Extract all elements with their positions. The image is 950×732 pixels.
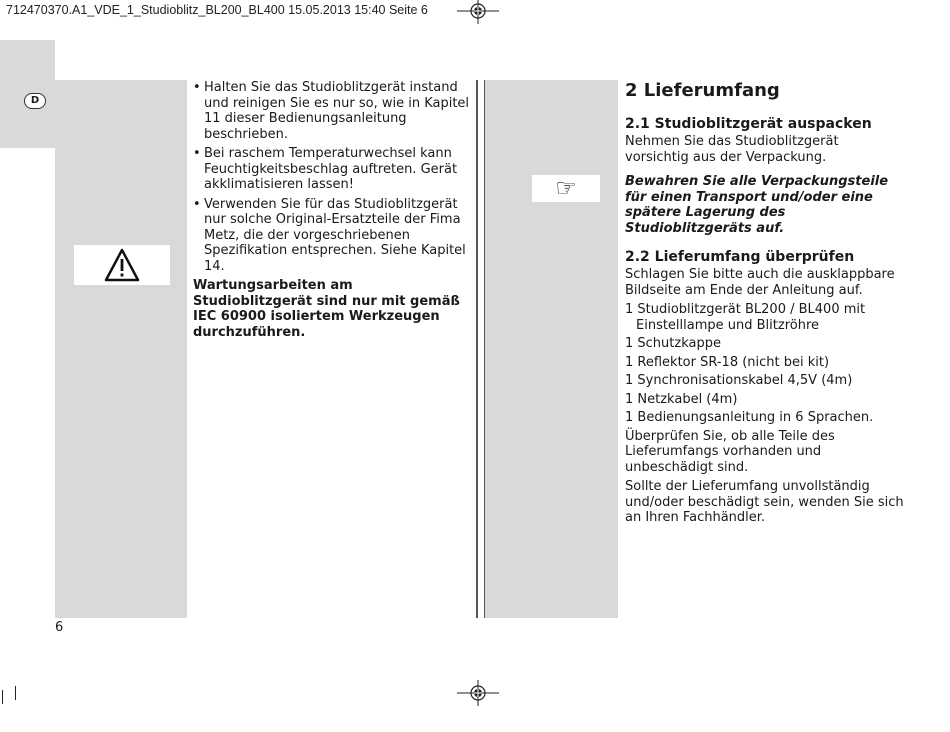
dealer-text: Sollte der Lieferumfang unvollständig und/oder beschädigt sein, wenden Sie sich an Ihren Fachhändler.	[625, 479, 904, 525]
maintenance-warning: Wartungsarbeiten am Studioblitzgerät sind nur mit gemäß IEC 60900 isoliertem Werkzeugen durchzuführen.	[193, 278, 460, 340]
unpack-text: Nehmen Sie das Studioblitzgerät vorsichtig aus der Verpackung.	[625, 134, 839, 165]
list-item: 1 Synchronisationskabel 4,5V (4m)	[625, 373, 853, 388]
column-divider	[484, 80, 485, 618]
warning-icon-box	[74, 245, 170, 285]
chapter-heading: 2 Lieferumfang	[625, 80, 780, 101]
print-slug-header: 712470370.A1_VDE_1_Studioblitz_BL200_BL400 15.05.2013 15:40 Seite 6	[6, 3, 428, 17]
list-item: 1 Reflektor SR-18 (nicht bei kit)	[625, 354, 830, 370]
safety-instructions	[193, 80, 473, 340]
crop-mark	[15, 686, 16, 700]
warning-triangle-icon	[74, 245, 170, 285]
list-item: 1 Studioblitzgerät BL200 / BL400 mit Einstelllampe und Blitzröhre	[625, 302, 866, 333]
list-item: 1 Schutzkappe	[625, 336, 721, 351]
delivery-scope-section	[625, 80, 905, 530]
left-icon-column	[55, 80, 187, 618]
language-badge: D	[24, 93, 46, 109]
page-number: 6	[55, 620, 64, 635]
bullet-item: • Bei raschem Temperaturwechsel kann Feuchtigkeitsbeschlag auftreten. Gerät akklimatisieren lassen!	[193, 146, 473, 193]
check-text: Überprüfen Sie, ob alle Teile des Lieferumfangs vorhanden und unbeschädigt sind.	[625, 428, 835, 475]
list-item: 1 Bedienungsanleitung in 6 Sprachen.	[625, 410, 874, 425]
registration-mark-icon	[457, 0, 499, 24]
pointing-hand-icon: ☞	[532, 175, 600, 202]
foldout-text: Schlagen Sie bitte auch die ausklappbare Bildseite am Ende der Anleitung auf.	[625, 267, 895, 298]
section-heading-check: 2.2 Lieferumfang überprüfen	[625, 249, 855, 265]
list-item: 1 Netzkabel (4m)	[625, 391, 738, 407]
crop-mark	[2, 690, 3, 704]
packaging-note: Bewahren Sie alle Verpackungsteile für einen Transport und/oder eine spätere Lagerung des Studioblitzgeräts auf.	[625, 174, 889, 236]
middle-icon-column	[484, 80, 618, 618]
registration-mark-icon	[457, 680, 499, 706]
section-heading-unpack: 2.1 Studioblitzgerät auspacken	[625, 116, 872, 132]
bullet-item: • Halten Sie das Studioblitzgerät instand und reinigen Sie es nur so, wie in Kapitel 11 dieser Bedienungsanleitung beschrieben.	[193, 80, 473, 142]
column-divider	[476, 80, 478, 618]
bullet-item: • Verwenden Sie für das Studioblitzgerät nur solche Original-Ersatzteile der Fima Metz, die der vorgeschriebenen Spezifikation entsprechen. Siehe Kapitel 14.	[193, 197, 473, 275]
